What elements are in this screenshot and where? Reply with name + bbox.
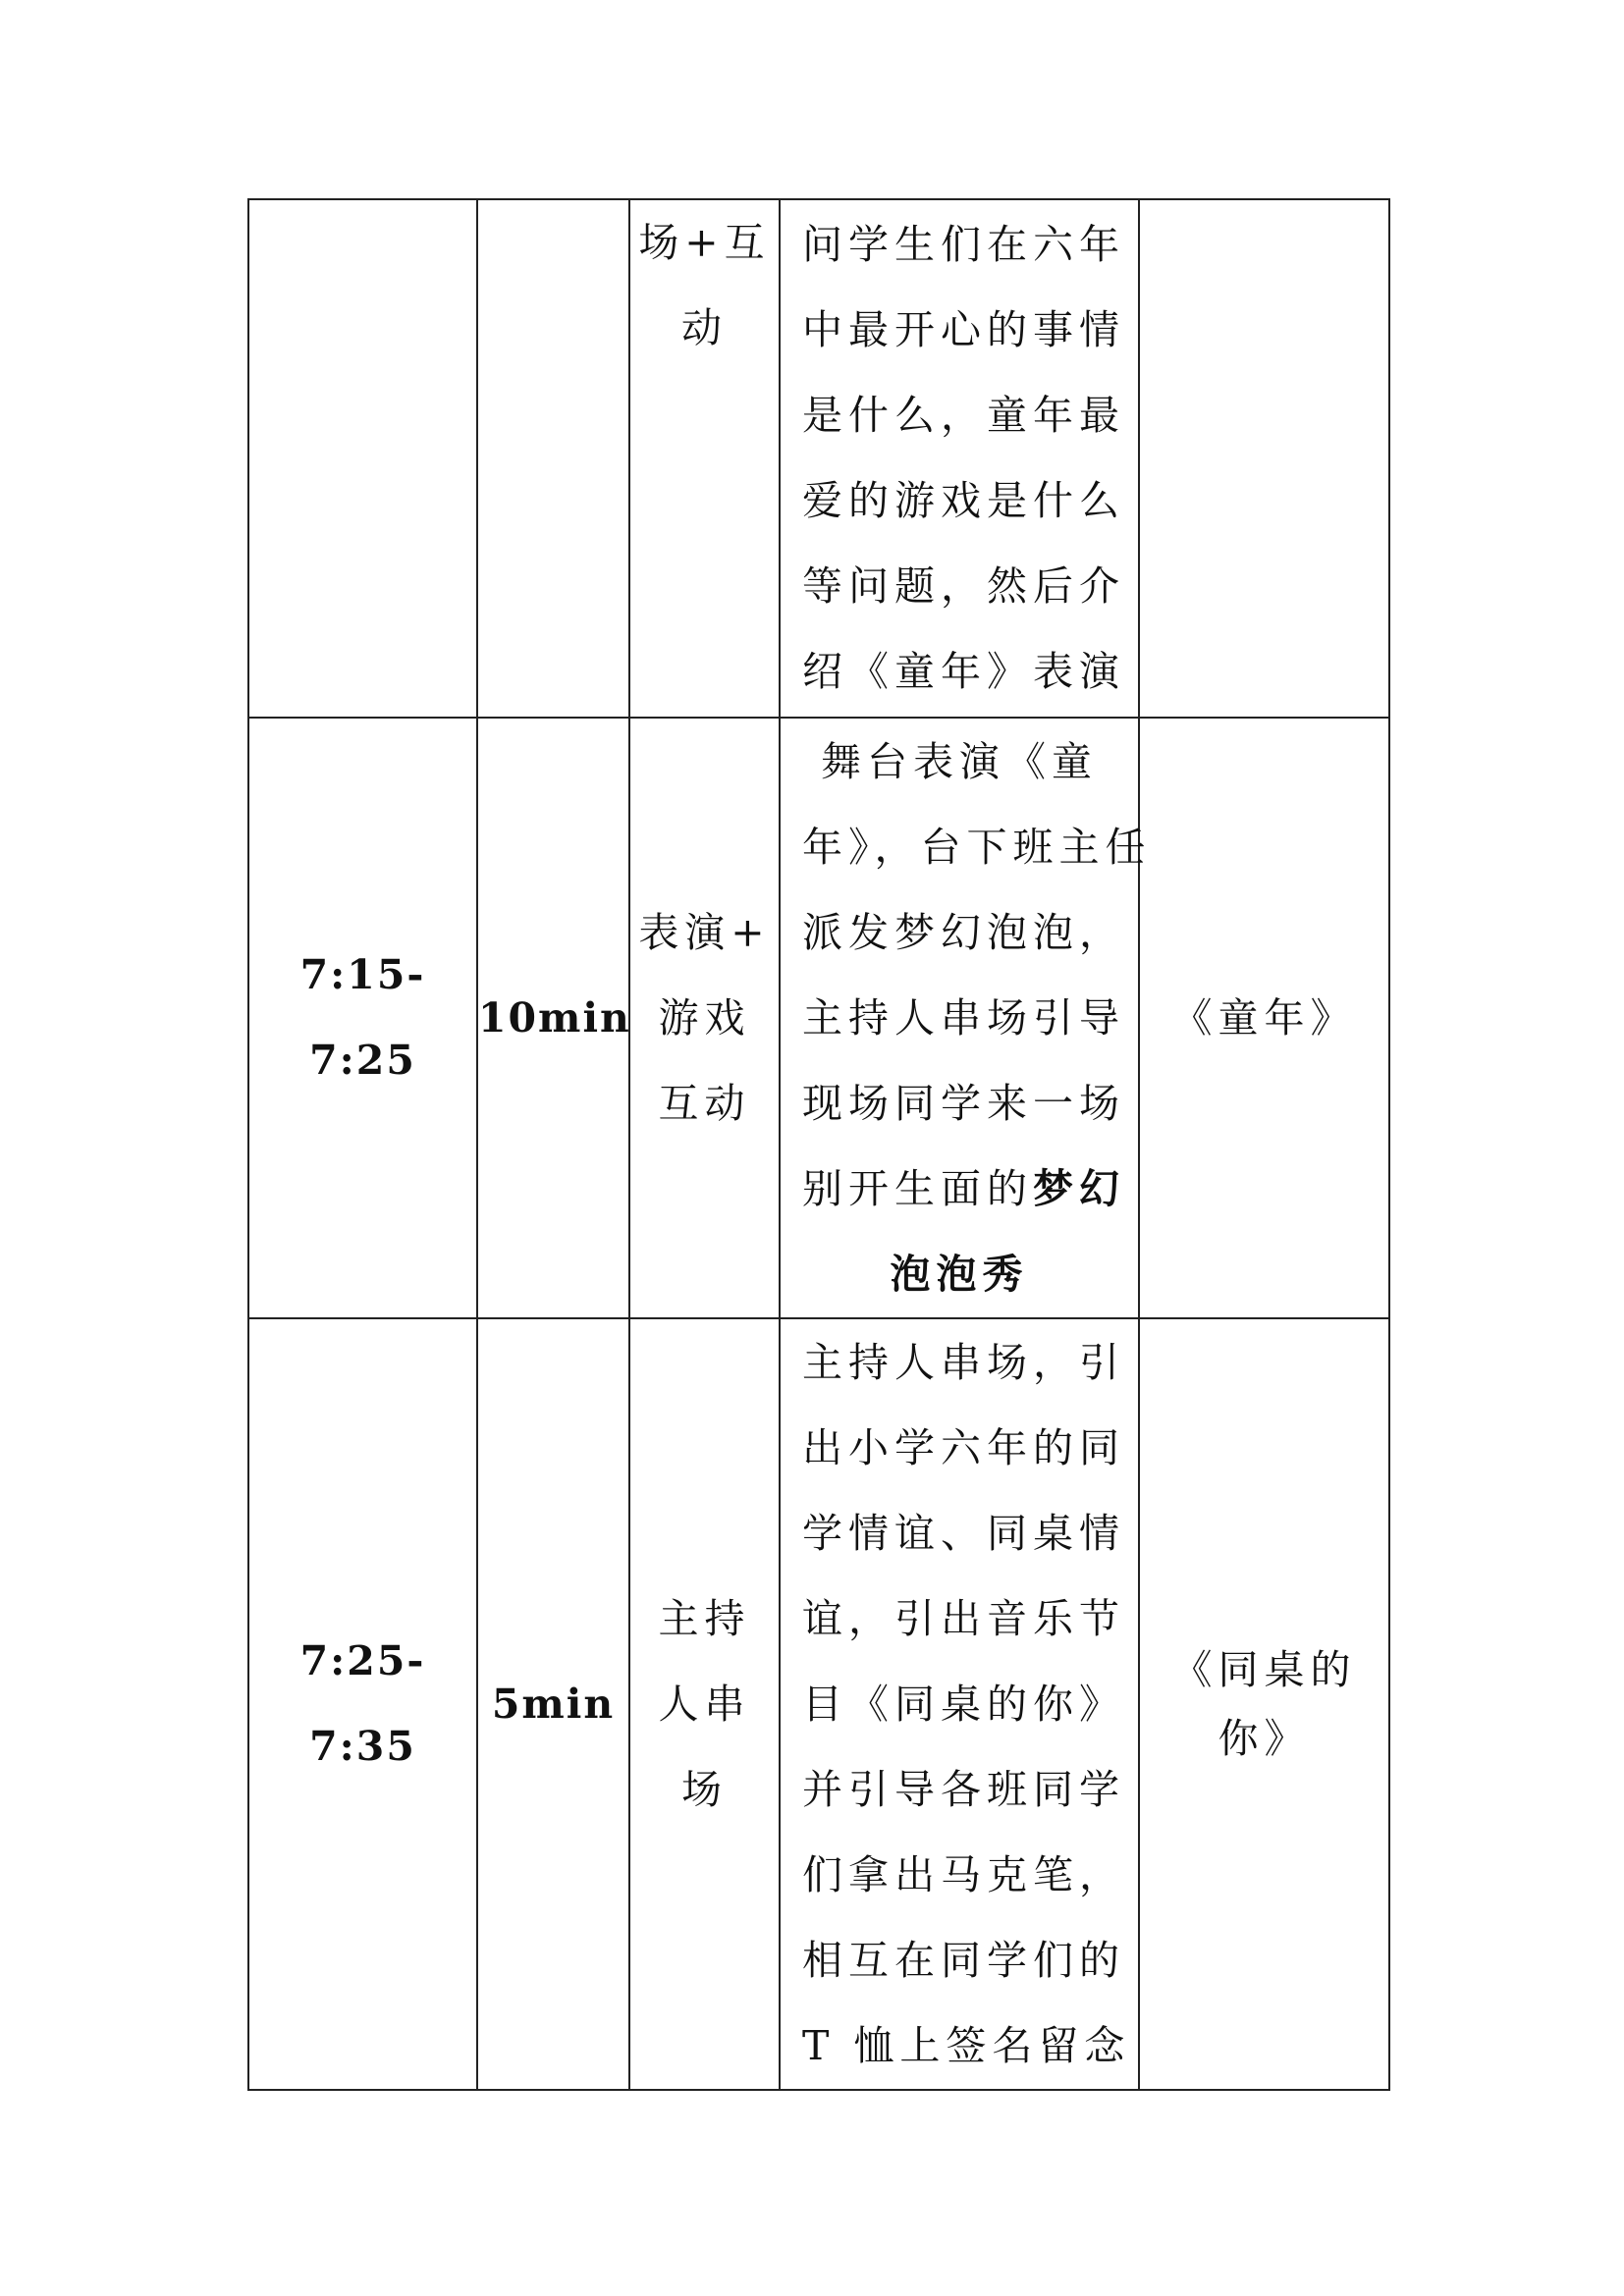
form-cell	[629, 1318, 780, 2090]
program-cell	[1139, 1318, 1389, 2090]
program-cell	[1139, 199, 1389, 718]
form-cell	[629, 718, 780, 1318]
form-text: 场+互 动	[638, 219, 771, 351]
form-text: 主持 人串 场	[658, 1594, 751, 1813]
program-text: 《同桌的 你》	[1171, 1646, 1357, 1762]
content-cell	[780, 199, 1139, 718]
program-cell	[1139, 718, 1389, 1318]
table-row	[248, 718, 1389, 1318]
content-text: 主持人串场，引 出小学六年的同 学情谊、同桌情 谊，引出音乐节 目《同桌的你》 并引导各班同学 们拿出马克笔， 相互在同学们的 T 恤上签名留念	[802, 1338, 1131, 2069]
time-cell: 7:15-7:25	[248, 718, 477, 1318]
content-cell	[780, 718, 1152, 1318]
content-cell	[780, 1318, 1139, 2090]
schedule-table	[247, 198, 1390, 2091]
time-cell: 7:25-7:35	[248, 1318, 477, 2090]
time-cell	[248, 199, 477, 718]
form-text: 表演+ 游戏 互动	[638, 908, 771, 1127]
duration-cell: 10min	[477, 718, 629, 1318]
form-cell	[629, 199, 780, 718]
duration-cell	[477, 199, 629, 718]
table-row	[248, 1318, 1389, 2090]
program-text: 《童年》	[1171, 994, 1357, 1041]
table-row	[248, 199, 1389, 718]
content-text: 舞台表演《童 年》，台下班主任 派发梦幻泡泡， 主持人串场引导 现场同学来一场 别开生面的梦幻 泡泡秀	[802, 737, 1152, 1298]
content-text: 问学生们在六年 中最开心的事情 是什么，童年最 爱的游戏是什么 等问题，然后介 绍《童年》表演	[802, 221, 1125, 695]
content-line-emph: 别开生面的梦幻	[802, 1164, 1125, 1212]
duration-cell: 5min	[477, 1318, 629, 2090]
